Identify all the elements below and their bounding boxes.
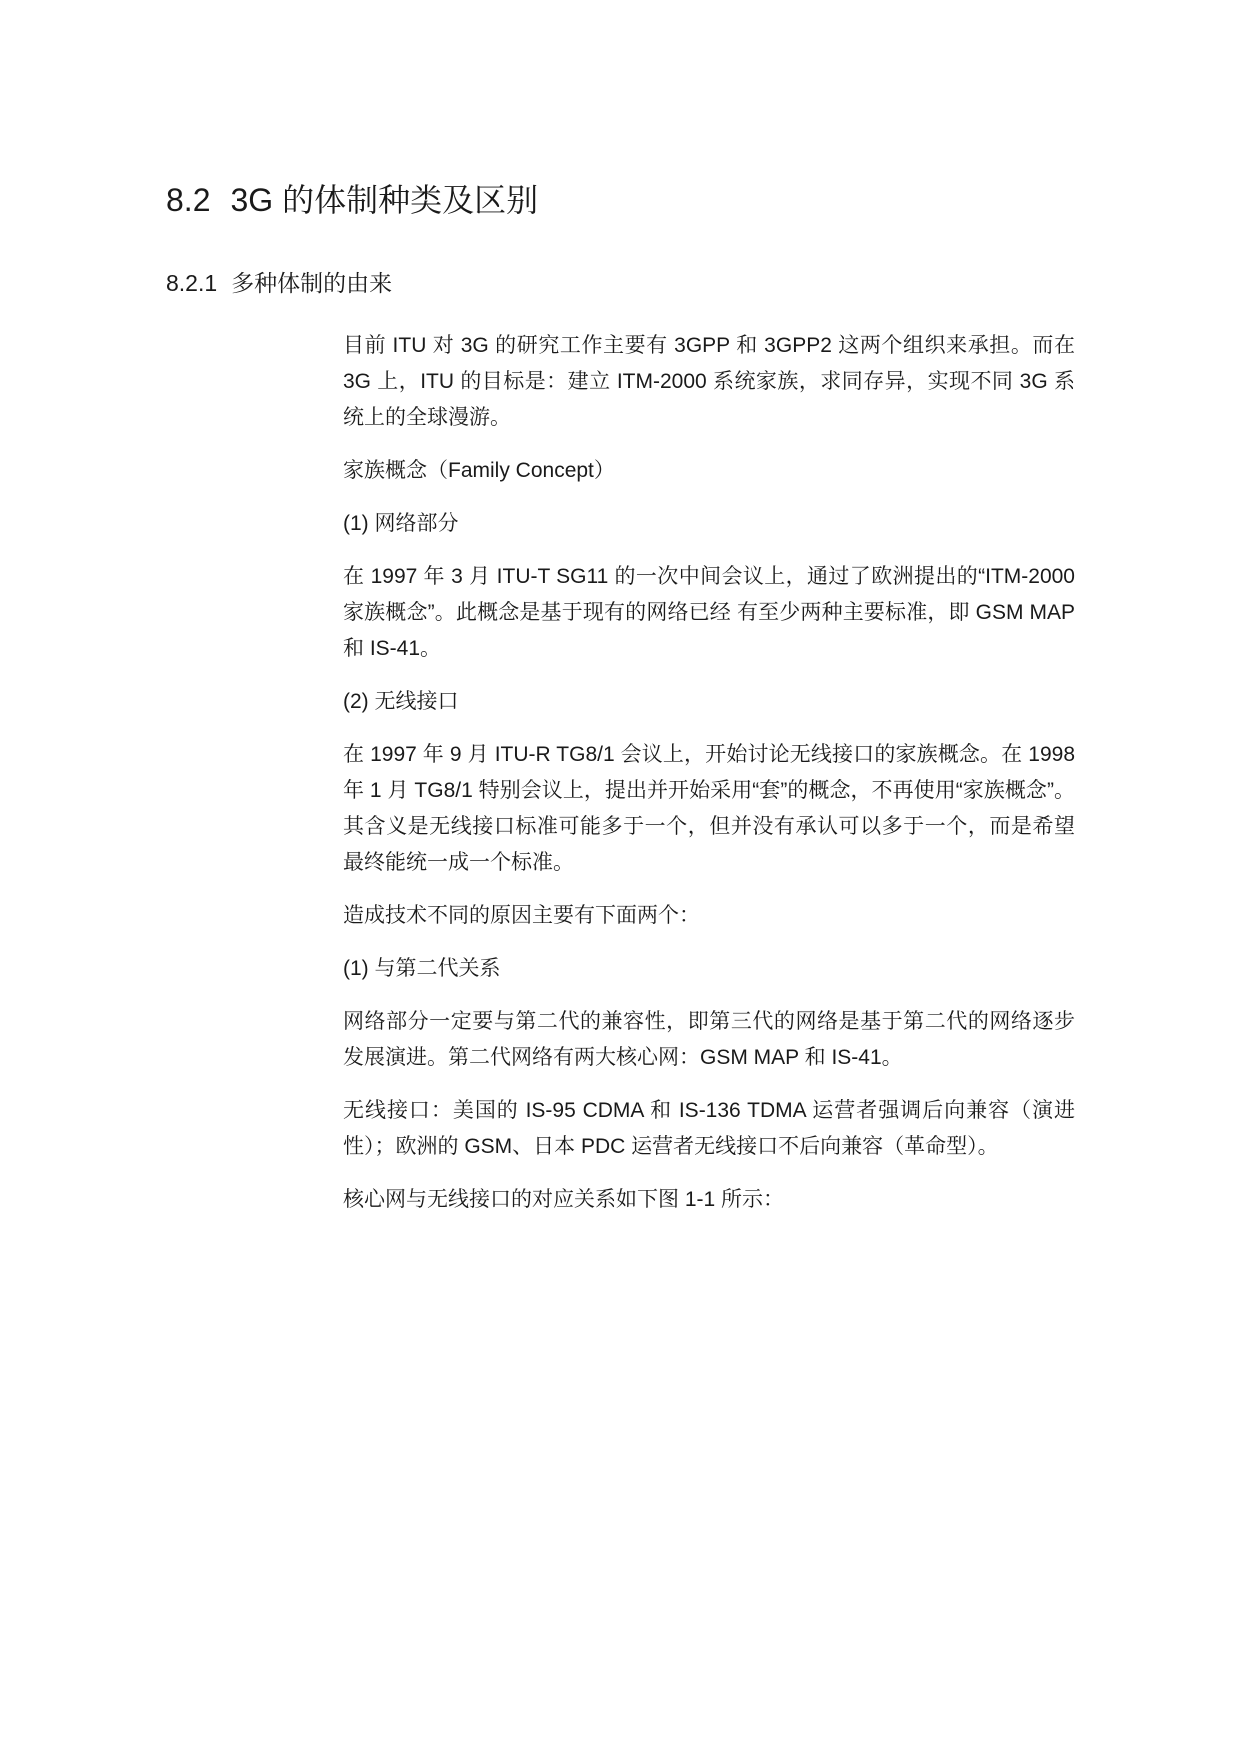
paragraph-reasons: 造成技术不同的原因主要有下面两个： [343,904,700,927]
paragraph-2g-relation-heading: (1) 与第二代关系 [343,957,501,980]
paragraph-2g-compatibility: 网络部分一定要与第二代的兼容性，即第三代的网络是基于第二代的网络逐步发展演进。第二代网络有两大核心网：GSM MAP 和 IS-41。 [343,1010,1075,1069]
paragraph-figure-reference: 核心网与无线接口的对应关系如下图 1-1 所示： [343,1188,785,1211]
paragraph-network-part-heading: (1) 网络部分 [343,512,459,535]
section-number: 8.2 [166,182,211,218]
paragraph-family-concept: 家族概念（Family Concept） [343,459,615,482]
body-text [343,328,1075,1235]
paragraph-network-part: 在 1997 年 3 月 ITU-T SG11 的一次中间会议上，通过了欧洲提出的“ITM-2000 家族概念”。此概念是基于现有的网络已经 有至少两种主要标准，即 GSM MAP 和 IS-41。 [343,565,1075,660]
subsection-number: 8.2.1 [166,270,218,296]
paragraph-radio-interface-heading: (2) 无线接口 [343,690,459,713]
section-title-text: 3G 的体制种类及区别 [230,182,539,218]
subsection-title-text: 多种体制的由来 [231,270,393,296]
section-heading [166,178,538,222]
paragraph-intro: 目前 ITU 对 3G 的研究工作主要有 3GPP 和 3GPP2 这两个组织来承担。而在 3G 上，ITU 的目标是：建立 ITM-2000 系统家族，求同存异，实现不同 3G 系统上的全球漫游。 [343,334,1075,429]
paragraph-radio-interface: 在 1997 年 9 月 ITU-R TG8/1 会议上，开始讨论无线接口的家族概念。在 1998 年 1 月 TG8/1 特别会议上，提出并开始采用“套”的概念，不再使用“家族概念”。其含义是无线接口标准可能多于一个，但并没有承认可以多于一个，而是希望最终能统一成一个标准。 [343,743,1075,874]
subsection-heading [166,266,392,300]
paragraph-radio-compatibility: 无线接口：美国的 IS-95 CDMA 和 IS-136 TDMA 运营者强调后向兼容（演进性）；欧洲的 GSM、日本 PDC 运营者无线接口不后向兼容（革命型）。 [343,1099,1075,1158]
